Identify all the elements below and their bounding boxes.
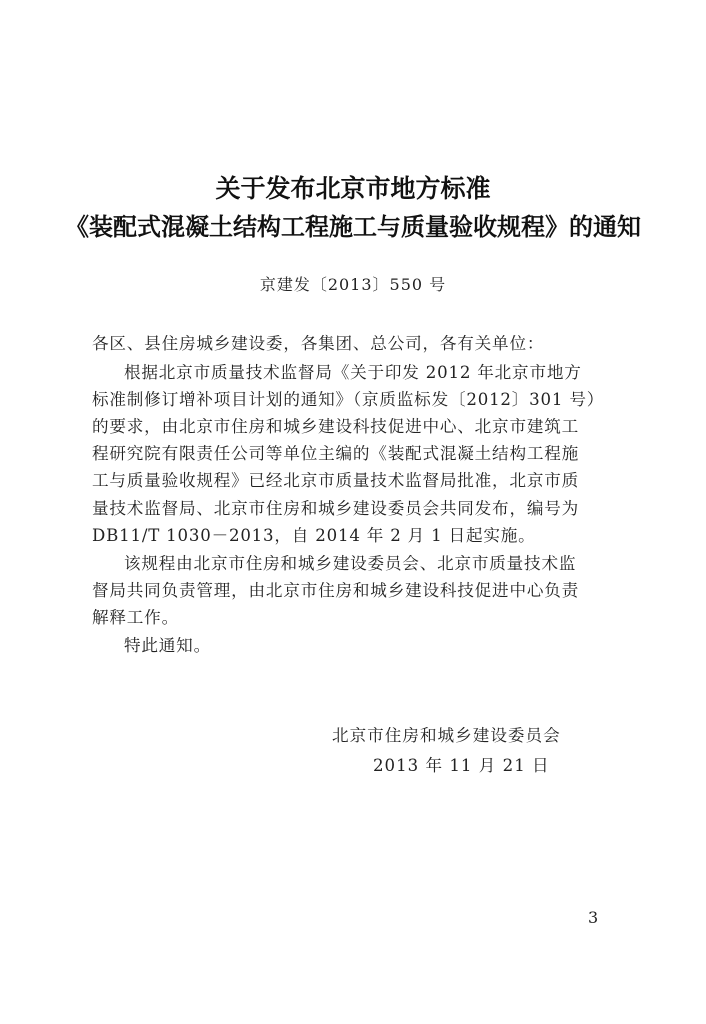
page-number: 3 [588, 908, 599, 927]
paragraph-1-line: DB11/T 1030－2013，自 2014 年 2 月 1 日起实施。 [92, 526, 536, 545]
paragraph-1-line: 的要求，由北京市住房和城乡建设科技促进中心、北京市建筑工 [92, 417, 580, 436]
salutation: 各区、县住房城乡建设委，各集团、总公司，各有关单位： [92, 334, 545, 353]
paragraph-1-line: 标准制修订增补项目计划的通知》（京质监标发〔2012〕301 号） [92, 390, 605, 409]
notice-title-line-1: 关于发布北京市地方标准 [215, 174, 491, 203]
paragraph-2-line: 解释工作。 [92, 608, 179, 627]
paragraph-2-line: 督局共同负责管理，由北京市住房和城乡建设科技促进中心负责 [92, 581, 580, 600]
closing-line: 特此通知。 [124, 636, 211, 655]
paragraph-1-line: 根据北京市质量技术监督局《关于印发 2012 年北京市地方 [124, 363, 582, 382]
paragraph-2-line: 该规程由北京市住房和城乡建设委员会、北京市质量技术监 [124, 554, 577, 573]
signature-date: 2013 年 11 月 21 日 [373, 756, 550, 775]
paragraph-1-line: 工与质量验收规程》已经北京市质量技术监督局批准，北京市质 [92, 471, 580, 490]
notice-title-line-2: 《装配式混凝土结构工程施工与质量验收规程》的通知 [65, 213, 641, 241]
paragraph-1-line: 量技术监督局、北京市住房和城乡建设委员会共同发布，编号为 [92, 499, 580, 518]
document-number: 京建发〔2013〕550 号 [259, 275, 447, 294]
paragraph-1-line: 程研究院有限责任公司等单位主编的《装配式混凝土结构工程施 [92, 444, 580, 463]
signature-organization: 北京市住房和城乡建设委员会 [332, 726, 561, 745]
